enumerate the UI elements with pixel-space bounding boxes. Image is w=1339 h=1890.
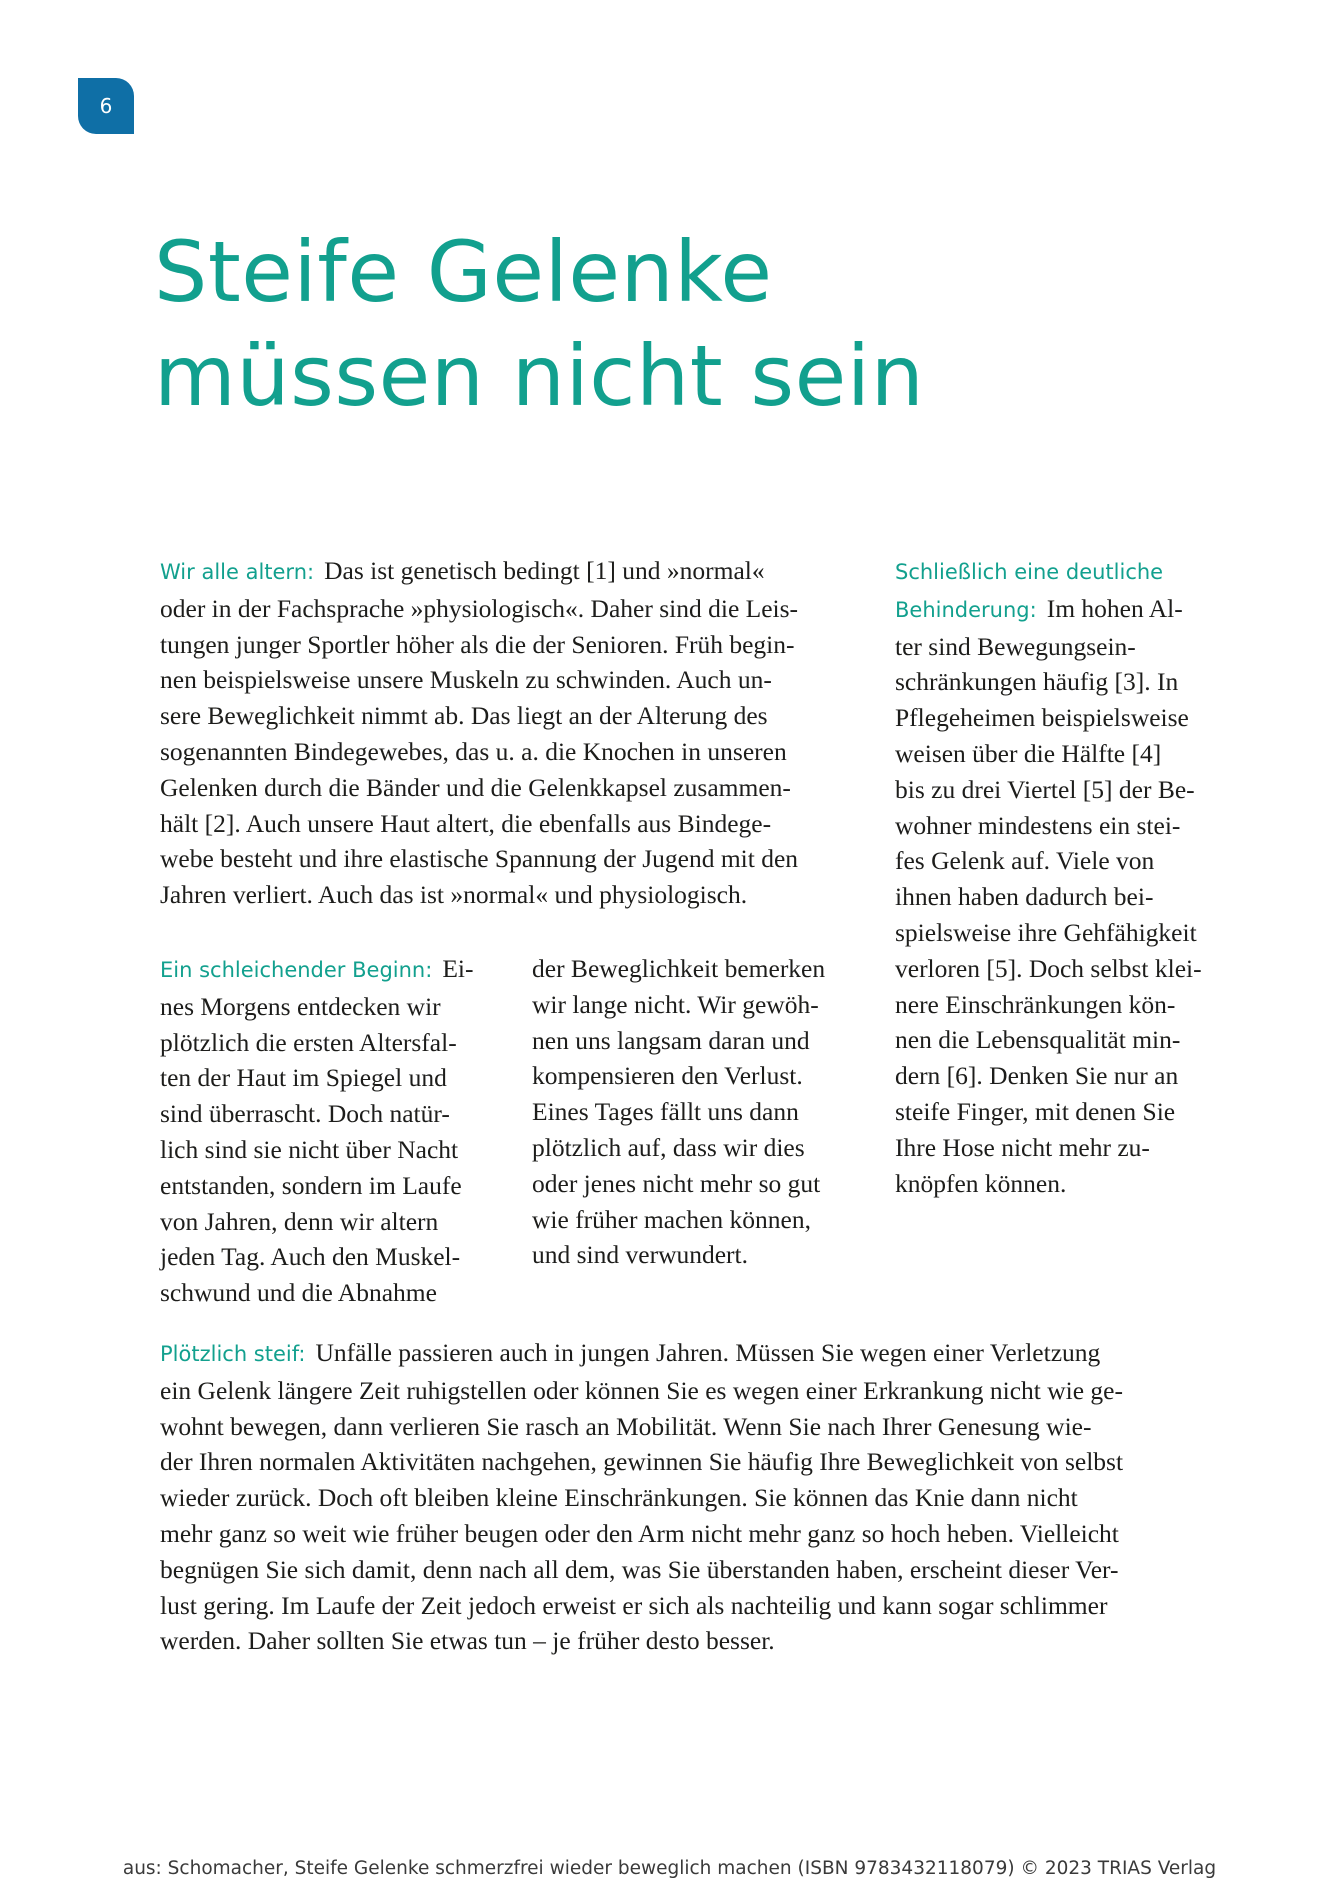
text-line: wohner mindestens ein stei-	[895, 810, 1181, 840]
text-line: sogenannten Bindegewebes, das u. a. die Knochen in unseren	[160, 736, 787, 766]
text-line: lust gering. Im Laufe der Zeit jedoch erweist er sich als nachteilig und kann sogar schlimmer	[160, 1590, 1108, 1620]
text-line: wieder zurück. Doch oft bleiben kleine Einschränkungen. Sie können das Knie dann nicht	[160, 1483, 1078, 1513]
lead-altern: Wir alle altern:	[160, 560, 315, 584]
text-line: der Beweglichkeit bemerken	[532, 954, 826, 983]
text-line: ein Gelenk längere Zeit ruhigstellen oder können Sie es wegen einer Erkrankung nicht wie ge-	[160, 1375, 1123, 1405]
page-title	[154, 220, 924, 428]
text-line: weisen über die Hälfte [4]	[895, 738, 1162, 768]
paragraph-beginn-col1	[160, 951, 473, 1311]
text-line: Jahren verliert. Auch das ist »normal« und physiologisch.	[160, 880, 748, 910]
title-line-1: Steife Gelenke	[154, 223, 773, 321]
text-line: verloren [5]. Doch selbst klei-	[895, 953, 1202, 983]
text-line: nen beispielsweise unsere Muskeln zu schwinden. Auch un-	[160, 665, 772, 695]
text-line: lich sind sie nicht über Nacht	[160, 1134, 459, 1164]
lead-behinderung-line1: Schließlich eine deutliche	[895, 560, 1164, 584]
text-line: und sind verwundert.	[532, 1240, 749, 1270]
text-line: Gelenken durch die Bänder und die Gelenkkapsel zusammen-	[160, 772, 791, 802]
page-number-badge: 6	[78, 78, 134, 134]
text-line: jeden Tag. Auch den Muskel-	[160, 1242, 461, 1272]
text-line: Pflegeheimen beispielsweise	[895, 703, 1189, 733]
text-line: tungen junger Sportler höher als die der Senioren. Früh begin-	[160, 629, 795, 659]
text-line: der Ihren normalen Aktivitäten nachgehen, gewinnen Sie häufig Ihre Beweglichkeit von selbst	[160, 1447, 1124, 1477]
text-line: hält [2]. Auch unsere Haut altert, die ebenfalls aus Bindege-	[160, 808, 772, 838]
text-line: Ei-	[442, 954, 474, 983]
text-line: steife Finger, mit denen Sie	[895, 1096, 1176, 1126]
text-line: nes Morgens entdecken wir	[160, 991, 441, 1021]
text-line: ter sind Bewegungsein-	[895, 631, 1136, 661]
text-line: plötzlich auf, dass wir dies	[532, 1132, 805, 1162]
text-line: Das ist genetisch bedingt [1] und »normal«	[324, 556, 765, 585]
text-line: oder in der Fachsprache »physiologisch«. Daher sind die Leis-	[160, 593, 799, 623]
text-line: Eines Tages fällt uns dann	[532, 1097, 799, 1127]
source-footer: aus: Schomacher, Steife Gelenke schmerzfrei wieder beweglich machen (ISBN 9783432118079) © 2023 TRIAS Verlag	[122, 1858, 1217, 1879]
text-line: sind überrascht. Doch natür-	[160, 1099, 450, 1129]
paragraph-behinderung	[895, 553, 1202, 1201]
text-line: bis zu drei Viertel [5] der Be-	[895, 774, 1195, 804]
text-line: dern [6]. Denken Sie nur an	[895, 1061, 1179, 1091]
paragraph-steif	[160, 1335, 1123, 1659]
text-line: von Jahren, denn wir altern	[160, 1206, 439, 1236]
text-line: Ihre Hose nicht mehr zu-	[895, 1132, 1150, 1162]
text-line: wir lange nicht. Wir gewöh-	[532, 989, 819, 1019]
lead-beginn: Ein schleichender Beginn:	[160, 958, 433, 982]
text-line: schwund und die Abnahme	[160, 1278, 437, 1308]
lead-steif: Plötzlich steif:	[160, 1342, 306, 1366]
text-line: Im hohen Al-	[1046, 593, 1183, 623]
text-line: wie früher machen können,	[532, 1204, 811, 1234]
text-line: begnügen Sie sich damit, denn nach all dem, was Sie überstanden haben, erscheint dieser Ver-	[160, 1554, 1119, 1584]
text-line: werden. Daher sollten Sie etwas tun – je früher desto besser.	[160, 1626, 775, 1656]
text-line: ihnen haben dadurch bei-	[895, 882, 1154, 912]
text-line: webe besteht und ihre elastische Spannung der Jugend mit den	[160, 844, 799, 874]
paragraph-beginn-col2	[532, 951, 825, 1273]
text-line: nen die Lebensqualität min-	[895, 1025, 1181, 1055]
title-line-2: müssen nicht sein	[154, 327, 925, 425]
text-line: knöpfen können.	[895, 1168, 1067, 1198]
text-line: entstanden, sondern im Laufe	[160, 1170, 462, 1200]
text-line: Unfälle passieren auch in jungen Jahren. Müssen Sie wegen einer Verletzung	[315, 1338, 1101, 1367]
text-line: nen uns langsam daran und	[532, 1025, 810, 1055]
text-line: kompensieren den Verlust.	[532, 1061, 803, 1091]
text-line: sere Beweglichkeit nimmt ab. Das liegt an der Alterung des	[160, 701, 768, 731]
text-line: fes Gelenk auf. Viele von	[895, 846, 1155, 876]
text-line: schränkungen häufig [3]. In	[895, 667, 1179, 697]
text-line: mehr ganz so weit wie früher beugen oder den Arm nicht mehr ganz so hoch heben. Vielleicht	[160, 1518, 1119, 1548]
text-line: oder jenes nicht mehr so gut	[532, 1168, 821, 1198]
text-line: spielsweise ihre Gehfähigkeit	[895, 917, 1197, 947]
paragraph-altern	[160, 553, 798, 913]
text-line: plötzlich die ersten Altersfal-	[160, 1027, 457, 1057]
text-line: nere Einschränkungen kön-	[895, 989, 1176, 1019]
lead-behinderung-line2: Behinderung:	[895, 597, 1037, 622]
text-line: ten der Haut im Spiegel und	[160, 1063, 447, 1093]
text-line: wohnt bewegen, dann verlieren Sie rasch an Mobilität. Wenn Sie nach Ihrer Genesung wie-	[160, 1411, 1092, 1441]
